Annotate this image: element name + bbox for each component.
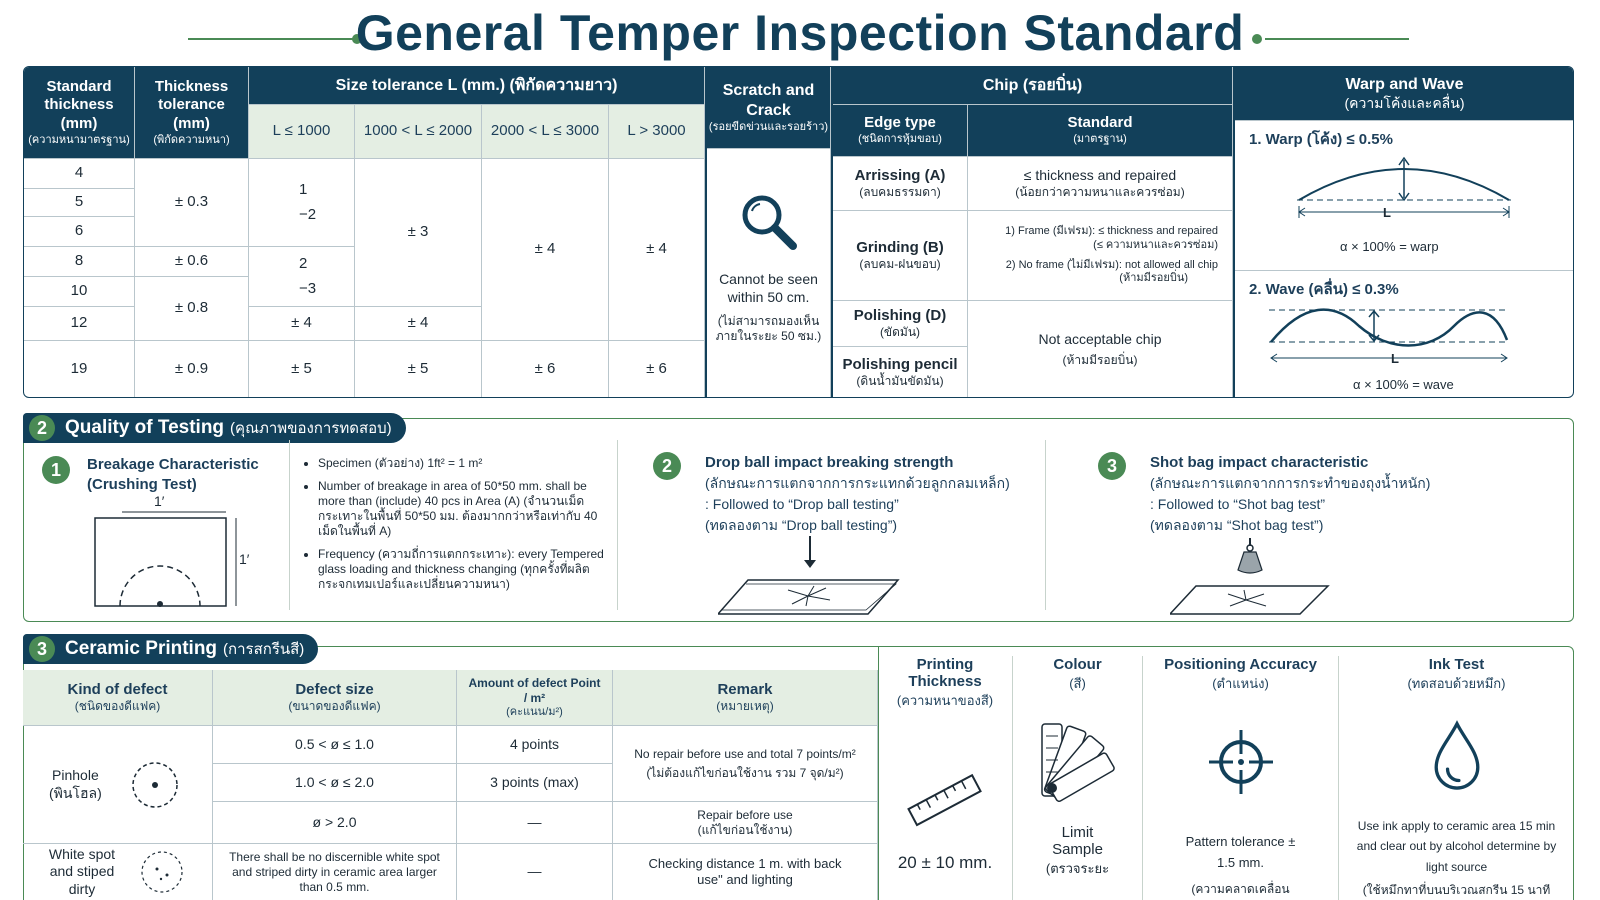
pin-remark-2: [613, 802, 878, 844]
drop-ball-diagram: [718, 534, 908, 616]
chip-type-thai: (ลบคม-ฝนขอบ): [859, 257, 941, 272]
item1-title-line2: (Crushing Test): [87, 475, 197, 493]
white-spot-cell: [23, 844, 213, 900]
pin-amount-cell: 4 points: [457, 726, 613, 764]
pin-size-cell: 0.5 < ø ≤ 1.0: [213, 726, 457, 764]
section2-divider: [617, 440, 618, 610]
header-kind: [23, 670, 213, 726]
warp-box: [1235, 121, 1574, 271]
chip-type-label: Grinding (B): [856, 238, 944, 256]
chip-type-thai: (ขัดมัน): [879, 325, 921, 340]
size-col-2: 1000 < L ≤ 2000: [355, 105, 482, 159]
size-cell: ± 4: [482, 159, 609, 341]
chip-std-thai: (ห้ามมีรอยบิ่น): [1119, 272, 1188, 285]
remark-text: Repair before use: [697, 807, 793, 822]
size-value: −2: [299, 205, 317, 223]
pin-size-cell: 1.0 < ø ≤ 2.0: [213, 764, 457, 802]
header-remark-thai: (หมายเหตุ): [716, 699, 774, 714]
ink-test-title: Ink Test: [1428, 656, 1485, 673]
chip-type-thai: (ดินน้ำมันขัดมัน): [856, 374, 944, 389]
header-thickness-tolerance: [135, 67, 249, 159]
pinhole-thai: (พินโฮล): [49, 784, 102, 801]
chip-not-acceptable: [968, 301, 1233, 398]
printing-thickness-thai: (ความหนาของสี): [896, 693, 994, 708]
item1-number: 1: [42, 456, 70, 484]
chip-type-thai: (ลบคมธรรมดา): [859, 185, 941, 200]
pinhole-icon: [130, 760, 180, 810]
size-cell: ± 4: [355, 307, 482, 341]
white-spot-remark: Checking distance 1 m. with back use" and lighting: [613, 844, 878, 900]
header-amount-thai: (คะแนน/ม²): [506, 705, 563, 718]
positioning-thai: (ตำแหน่ง): [1212, 676, 1269, 691]
header-thick-tol-label: Thickness tolerance (mm): [154, 77, 229, 132]
crosshair-icon: [1205, 726, 1277, 798]
header-std-thickness-thai: (ความหนามาตรฐาน): [28, 133, 130, 146]
item3-thai: (ลักษณะการแตกจากการกระทำของถุงน้ำหนัก): [1150, 475, 1431, 491]
thickness-cell: 12: [24, 307, 135, 341]
section2-title-thai: (คุณภาพของการทดสอบ): [230, 420, 392, 437]
header-warp-wave: [1235, 67, 1574, 121]
white-spot-amount: —: [457, 844, 613, 900]
section2-tab: [23, 413, 406, 443]
size-value: −3: [299, 279, 317, 297]
positioning-value: Pattern tolerance ± 1.5 mm.: [1185, 834, 1296, 870]
positioning-title: Positioning Accuracy: [1164, 656, 1317, 673]
size-value: 2: [299, 254, 308, 272]
thickness-cell: 10: [24, 277, 135, 307]
item2-title: Drop ball impact breaking strength: [705, 454, 954, 471]
colour-fan-icon: [1038, 722, 1118, 804]
shot-bag-diagram: [1170, 538, 1330, 616]
item3-text: [1150, 473, 1430, 536]
pin-remark-1: [613, 726, 878, 802]
header-size-label: Defect size: [295, 680, 374, 698]
pin-size-cell: ø > 2.0: [213, 802, 457, 844]
thickness-cell: 4: [24, 159, 135, 189]
scratch-text: Cannot be seen within 50 cm.: [719, 271, 818, 305]
positioning-value-thai: (ความคลาดเคลื่อน: [1191, 881, 1290, 896]
bullet-item: • Number of breakage in area of 50*50 mm. shall be more than (include) 40 pcs in Area (A) (จำนวนเม็ดกระเทาะในพื้นที่ 50*50 มม. ต้องมากกว่าหรือเท่ากับ 40 เม็ดในพื้นที่ A): [318, 479, 604, 539]
wave-formula: α × 100% = wave: [1353, 377, 1454, 392]
ink-test-thai: (ทดสอบด้วยหมึก): [1407, 676, 1506, 691]
header-warp-wave-thai: (ความโค้งและคลื่น): [1344, 94, 1465, 111]
item2-thai: (ลักษณะการแตกจากการกระแทกด้วยลูกกลมเหล็ก): [705, 475, 1010, 491]
header-edge-type: [833, 105, 968, 157]
tolerance-cell: ± 0.6: [135, 247, 249, 277]
header-remark: [613, 670, 878, 726]
section3-tab: [23, 634, 318, 664]
item2-text: [705, 473, 1010, 536]
title-dot-right: [1252, 34, 1262, 44]
header-amount: [457, 670, 613, 726]
tolerance-cell: ± 0.3: [135, 159, 249, 247]
chip-type-label: Polishing pencil: [842, 355, 958, 373]
section2-divider: [1045, 440, 1046, 610]
scratch-text-thai: (ไม่สามารถมองเห็นภายในระยะ 50 ซม.): [715, 314, 822, 343]
header-std-thickness: [24, 67, 135, 159]
chip-type-arrissing: [833, 157, 968, 211]
pinhole-cell: [23, 726, 213, 844]
warp-diagram: [1249, 154, 1559, 228]
white-spot-label: White spot and stiped dirty: [48, 845, 116, 897]
header-size-thai: (ขนาดของดีแฟค): [288, 699, 381, 714]
size-cell-a-mid: [249, 247, 355, 307]
size-cell-a-top: [249, 159, 355, 247]
tolerance-table: [23, 66, 1574, 398]
size-cell: ± 5: [249, 341, 355, 398]
remark-thai: (ไม่ต้องแก้ไขก่อนใช้งาน รวม 7 จุด/ม²): [646, 765, 844, 780]
chip-std-thai: (น้อยกว่าความหนาและควรซ่อม): [1015, 184, 1185, 199]
header-scratch: [707, 67, 831, 149]
header-standard: [968, 105, 1233, 157]
page-title: General Temper Inspection Standard: [355, 5, 1245, 61]
section3-number: 3: [29, 636, 55, 662]
tolerance-cell: ± 0.9: [135, 341, 249, 398]
wave-label: 2. Wave (คลื่น) ≤ 0.3%: [1249, 281, 1399, 298]
item1-bullets: [304, 456, 604, 600]
item3-line-thai: (ทดลองตาม “Shot bag test”): [1150, 517, 1324, 533]
header-warp-wave-label: Warp and Wave: [1345, 75, 1464, 93]
positioning-col: [1143, 656, 1339, 900]
printing-thickness-col: [878, 656, 1013, 900]
size-value: 1: [299, 180, 308, 198]
chip-std-text: 2) No frame (ไม่มีเฟรม): not allowed all chip: [1005, 258, 1218, 271]
defect-table: [23, 670, 878, 900]
not-acceptable-thai: (ห้ามมีรอยบิ่น): [1062, 352, 1138, 367]
white-spot-size: There shall be no discernible white spot and striped dirty in ceramic area larger than 0.5 mm.: [213, 844, 457, 900]
crushing-dim-top: 1′: [154, 493, 165, 509]
item1-title-line1: Breakage Characteristic: [87, 456, 259, 473]
wave-diagram: [1249, 302, 1559, 372]
chip-std-thai: (≤ ความหนาและควรซ่อม): [1093, 238, 1218, 251]
size-col-4: L > 3000: [609, 105, 705, 159]
thickness-cell: 8: [24, 247, 135, 277]
item3-title: Shot bag impact characteristic: [1150, 454, 1369, 471]
item1-title: [87, 455, 259, 494]
header-remark-label: Remark: [717, 680, 773, 698]
header-edge-type-label: Edge type: [864, 114, 936, 132]
printing-thickness-title: Printing Thickness: [908, 656, 982, 690]
header-amount-label: Amount of defect Point / m²: [468, 675, 601, 705]
white-spot-icon: [139, 849, 185, 895]
size-cell: ± 4: [249, 307, 355, 341]
header-size: [213, 670, 457, 726]
size-cell: ± 6: [609, 341, 705, 398]
ink-test-col: [1339, 656, 1574, 900]
header-edge-type-thai: (ชนิดการหุ้มขอบ): [858, 133, 942, 145]
wave-box: [1235, 271, 1574, 398]
size-cell: ± 4: [609, 159, 705, 341]
ink-drop-icon: [1429, 720, 1485, 792]
colour-thai: (สี): [1069, 676, 1086, 691]
header-kind-label: Kind of defect: [67, 680, 168, 698]
remark-thai: (แก้ไขก่อนใช้งาน): [697, 822, 793, 837]
header-scratch-thai: (รอยขีดข่วนและรอยร้าว): [708, 120, 829, 133]
bullet-item: • Specimen (ตัวอย่าง) 1ft² = 1 m²: [318, 456, 604, 471]
header-thick-tol-thai: (พิกัดความหนา): [153, 133, 230, 146]
colour-title: Colour: [1053, 656, 1102, 673]
chip-type-label: Polishing (D): [853, 306, 947, 324]
chip-std-grinding: [968, 211, 1233, 301]
scratch-body: [707, 149, 831, 398]
header-scratch-label: Scratch and Crack: [722, 81, 815, 119]
tolerance-cell: ± 0.8: [135, 277, 249, 341]
colour-value: Limit Sample: [1052, 824, 1103, 858]
pinhole-label: Pinhole: [52, 767, 99, 783]
item2-line-thai: (ทดลองตาม “Drop ball testing”): [705, 517, 898, 533]
title-bar: [0, 0, 1600, 62]
chip-std-arrissing: [968, 157, 1233, 211]
chip-std-text: 1) Frame (มีเฟรม): ≤ thickness and repaired: [1005, 225, 1218, 237]
section3-title-thai: (การสกรีนสี): [223, 641, 305, 658]
section2-divider: [289, 440, 290, 610]
chip-std-text: ≤ thickness and repaired: [1023, 167, 1177, 184]
magnifier-icon: [738, 191, 800, 253]
pinhole-label-group: [49, 767, 102, 802]
warp-formula: α × 100% = warp: [1340, 239, 1439, 254]
thickness-cell: 5: [24, 189, 135, 217]
colour-col: [1013, 656, 1143, 900]
chip-type-label: Arrissing (A): [854, 166, 946, 184]
thickness-cell: 19: [24, 341, 135, 398]
size-col-3: 2000 < L ≤ 3000: [482, 105, 609, 159]
thickness-cell: 6: [24, 217, 135, 247]
not-acceptable-text: Not acceptable chip: [1038, 331, 1162, 348]
crushing-test-diagram: [90, 500, 260, 612]
chip-type-grinding: [833, 211, 968, 301]
item2-line: : Followed to “Drop ball testing”: [705, 496, 899, 512]
section3-title: Ceramic Printing: [65, 638, 218, 659]
header-std-thickness-label: Standard thickness (mm): [44, 77, 114, 132]
pin-amount-cell: 3 points (max): [457, 764, 613, 802]
size-cell: ± 6: [482, 341, 609, 398]
header-standard-thai: (มาตรฐาน): [1073, 133, 1127, 145]
item2-number: 2: [653, 452, 681, 480]
header-chip: Chip (รอยบิ่น): [833, 67, 1233, 105]
item3-number: 3: [1098, 452, 1126, 480]
remark-text: No repair before use and total 7 points/m²: [634, 746, 856, 761]
ink-test-value-thai: (ใช้หมึกทาที่บนบริเวณสกรีน 15 นาที: [1362, 883, 1551, 897]
header-kind-thai: (ชนิดของดีแฟค): [74, 699, 161, 714]
section2-number: 2: [29, 415, 55, 441]
pin-amount-cell: —: [457, 802, 613, 844]
size-cell: ± 5: [355, 341, 482, 398]
title-rule-right: [1265, 38, 1409, 40]
header-size-tolerance: Size tolerance L (mm.) (พิกัดความยาว): [249, 67, 705, 105]
item3-line: : Followed to “Shot bag test”: [1150, 496, 1326, 512]
chip-type-polishing: [833, 301, 968, 347]
section2-title: Quality of Testing: [65, 417, 225, 438]
printing-thickness-value: 20 ± 10 mm.: [897, 853, 993, 872]
ink-test-value: Use ink apply to ceramic area 15 min and clear out by alcohol determine by light source: [1356, 818, 1557, 874]
size-col-1: L ≤ 1000: [249, 105, 355, 159]
colour-value-thai: (ตรวจระยะ: [1045, 861, 1110, 876]
warp-dim-label: L: [1383, 205, 1391, 220]
header-standard-label: Standard: [1067, 114, 1133, 132]
chip-type-polishing-pencil: [833, 347, 968, 398]
crushing-dim-side: 1′: [239, 551, 250, 567]
size-cell: ± 3: [355, 159, 482, 307]
bullet-item: • Frequency (ความถี่การแตกกระเทาะ): every Tempered glass loading and thickness changing (ทุกครั้งที่ผลิตกระจกเทมเปอร์และเปลี่ยนความหนา): [318, 547, 604, 592]
wave-dim-label: L: [1391, 351, 1399, 366]
ruler-icon: [905, 771, 985, 831]
warp-label: 1. Warp (โค้ง) ≤ 0.5%: [1249, 131, 1393, 148]
